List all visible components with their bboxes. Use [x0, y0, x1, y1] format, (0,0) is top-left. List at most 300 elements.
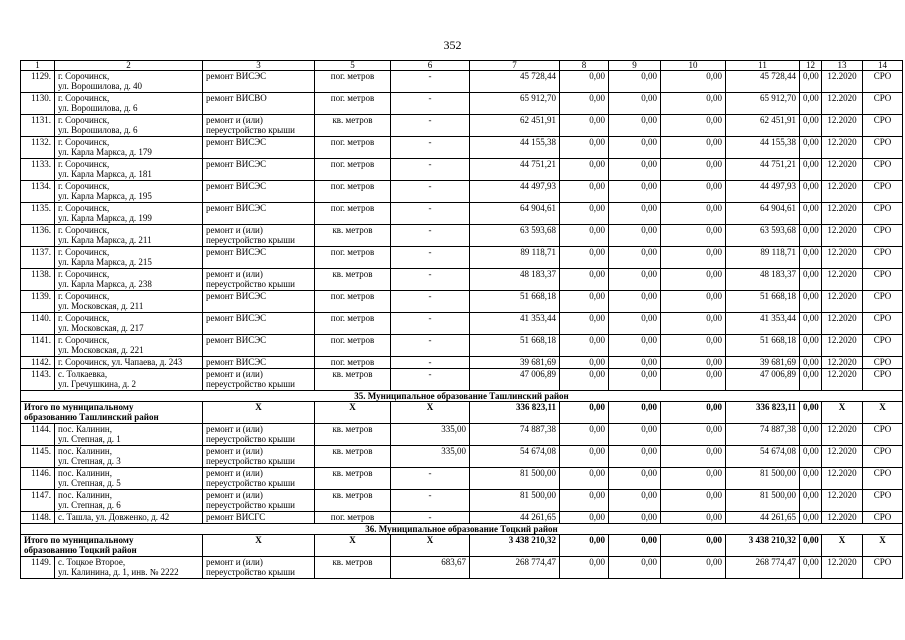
cell-value: 0,00 [609, 247, 661, 269]
row-number: 1145. [21, 446, 55, 468]
table-row [21, 490, 903, 512]
address: пос. Калинин, ул. Степная, д. 5 [55, 468, 203, 490]
cost: 268 774,47 [726, 557, 800, 579]
row-number: 1136. [21, 225, 55, 247]
quantity: 335,00 [391, 424, 470, 446]
cost: 64 904,61 [726, 203, 800, 225]
cost: 74 887,38 [726, 424, 800, 446]
quantity: - [391, 225, 470, 247]
cell-value: 0,00 [609, 557, 661, 579]
completion-date: 12.2020 [822, 115, 863, 137]
unit: пог. метров [315, 247, 391, 269]
address: г. Сорочинск, ул. Карла Маркса, д. 181 [55, 159, 203, 181]
work-type: ремонт ВИСЭС [203, 71, 315, 93]
cost: 39 681,69 [470, 357, 560, 369]
address: г. Сорочинск, ул. Московская, д. 221 [55, 335, 203, 357]
address: с. Ташла, ул. Довженко, д. 42 [55, 512, 203, 524]
cost: 81 500,00 [470, 468, 560, 490]
completion-date: 12.2020 [822, 247, 863, 269]
cell-value: 0,00 [661, 468, 726, 490]
cell-value: 0,00 [661, 159, 726, 181]
quantity: - [391, 115, 470, 137]
quantity: - [391, 203, 470, 225]
table-row [21, 468, 903, 490]
unit: пог. метров [315, 291, 391, 313]
cell-value: 0,00 [661, 424, 726, 446]
cell-value: 0,00 [609, 512, 661, 524]
cell-value: 0,00 [800, 446, 822, 468]
cell-value: 0,00 [609, 357, 661, 369]
column-number: 5 [315, 61, 391, 71]
quantity: 335,00 [391, 446, 470, 468]
total-label: Итого по муниципальному образованию Ташлинский район [21, 402, 203, 424]
work-type: ремонт ВИСЭС [203, 335, 315, 357]
row-number: 1137. [21, 247, 55, 269]
cost: 89 118,71 [470, 247, 560, 269]
column-number: 7 [470, 61, 560, 71]
cell-value: 0,00 [800, 225, 822, 247]
unit: пог. метров [315, 71, 391, 93]
address: с. Толкаевка, ул. Гречушкина, д. 2 [55, 369, 203, 391]
work-type: ремонт и (или) переустройство крыши [203, 424, 315, 446]
cell-value: 0,00 [661, 71, 726, 93]
cell-value: 0,00 [661, 446, 726, 468]
funding-source: СРО [863, 512, 903, 524]
cost: 65 912,70 [726, 93, 800, 115]
cell-value: 0,00 [800, 269, 822, 291]
cell-value: 0,00 [661, 535, 726, 557]
quantity: 683,67 [391, 557, 470, 579]
work-type: ремонт ВИСЭС [203, 181, 315, 203]
cell-value: 0,00 [800, 115, 822, 137]
cost: 81 500,00 [726, 490, 800, 512]
cell-value: 0,00 [609, 369, 661, 391]
cost: 65 912,70 [470, 93, 560, 115]
column-number: 10 [661, 61, 726, 71]
cell-value: 0,00 [800, 535, 822, 557]
table-row [21, 512, 903, 524]
completion-date: 12.2020 [822, 512, 863, 524]
funding-source: СРО [863, 203, 903, 225]
cell-value: 0,00 [560, 159, 609, 181]
x-marker: X [391, 402, 470, 424]
row-number: 1140. [21, 313, 55, 335]
row-number: 1148. [21, 512, 55, 524]
cost: 44 497,93 [470, 181, 560, 203]
unit: кв. метров [315, 369, 391, 391]
work-type: ремонт ВИСЭС [203, 313, 315, 335]
funding-source: СРО [863, 313, 903, 335]
funding-source: СРО [863, 291, 903, 313]
column-number: 2 [55, 61, 203, 71]
quantity: - [391, 181, 470, 203]
address: с. Тоцкое Второе, ул. Калинина, д. 1, инв. № 2222 [55, 557, 203, 579]
quantity: - [391, 137, 470, 159]
cell-value: 0,00 [661, 269, 726, 291]
cell-value: 0,00 [661, 335, 726, 357]
cost: 89 118,71 [726, 247, 800, 269]
cost: 44 155,38 [470, 137, 560, 159]
unit: кв. метров [315, 557, 391, 579]
row-number: 1143. [21, 369, 55, 391]
cell-value: 0,00 [560, 137, 609, 159]
row-number: 1138. [21, 269, 55, 291]
column-number: 9 [609, 61, 661, 71]
address: г. Сорочинск, ул. Карла Маркса, д. 179 [55, 137, 203, 159]
completion-date: 12.2020 [822, 225, 863, 247]
cell-value: 0,00 [800, 137, 822, 159]
cost: 54 674,08 [726, 446, 800, 468]
total-sum: 3 438 210,32 [470, 535, 560, 557]
address: г. Сорочинск, ул. Чапаева, д. 243 [55, 357, 203, 369]
cell-value: 0,00 [661, 247, 726, 269]
cell-value: 0,00 [609, 490, 661, 512]
funding-source: СРО [863, 424, 903, 446]
quantity: - [391, 159, 470, 181]
cell-value: 0,00 [800, 557, 822, 579]
cell-value: 0,00 [609, 203, 661, 225]
cell-value: 0,00 [609, 535, 661, 557]
table-row [21, 159, 903, 181]
page-number: 352 [443, 38, 462, 52]
work-type: ремонт и (или) переустройство крыши [203, 446, 315, 468]
cost: 41 353,44 [470, 313, 560, 335]
cell-value: 0,00 [800, 203, 822, 225]
column-number: 1 [21, 61, 55, 71]
cell-value: 0,00 [661, 181, 726, 203]
cell-value: 0,00 [661, 557, 726, 579]
unit: пог. метров [315, 159, 391, 181]
address: г. Сорочинск, ул. Московская, д. 217 [55, 313, 203, 335]
cost: 39 681,69 [726, 357, 800, 369]
quantity: - [391, 468, 470, 490]
cell-value: 0,00 [661, 291, 726, 313]
cost: 47 006,89 [470, 369, 560, 391]
cell-value: 0,00 [661, 225, 726, 247]
cell-value: 0,00 [800, 369, 822, 391]
table-row [21, 203, 903, 225]
cost: 64 904,61 [470, 203, 560, 225]
cell-value: 0,00 [800, 468, 822, 490]
address: пос. Калинин, ул. Степная, д. 3 [55, 446, 203, 468]
unit: кв. метров [315, 269, 391, 291]
address: г. Сорочинск, ул. Карла Маркса, д. 199 [55, 203, 203, 225]
work-type: ремонт ВИСЭС [203, 357, 315, 369]
work-type: ремонт ВИСЭС [203, 159, 315, 181]
cell-value: 0,00 [800, 490, 822, 512]
total-row [21, 402, 903, 424]
unit: кв. метров [315, 225, 391, 247]
row-number: 1129. [21, 71, 55, 93]
address: г. Сорочинск, ул. Карла Маркса, д. 195 [55, 181, 203, 203]
quantity: - [391, 512, 470, 524]
cost: 74 887,38 [470, 424, 560, 446]
cost: 51 668,18 [470, 291, 560, 313]
completion-date: 12.2020 [822, 313, 863, 335]
cell-value: 0,00 [560, 402, 609, 424]
work-type: ремонт ВИСЭС [203, 137, 315, 159]
cost: 45 728,44 [726, 71, 800, 93]
table-row [21, 369, 903, 391]
quantity: - [391, 369, 470, 391]
unit: кв. метров [315, 490, 391, 512]
work-type: ремонт и (или) переустройство крыши [203, 115, 315, 137]
cost: 45 728,44 [470, 71, 560, 93]
cost: 47 006,89 [726, 369, 800, 391]
cell-value: 0,00 [800, 357, 822, 369]
cell-value: 0,00 [800, 402, 822, 424]
address: пос. Калинин, ул. Степная, д. 1 [55, 424, 203, 446]
cell-value: 0,00 [661, 402, 726, 424]
total-sum: 3 438 210,32 [726, 535, 800, 557]
cell-value: 0,00 [661, 369, 726, 391]
cell-value: 0,00 [609, 291, 661, 313]
row-number: 1144. [21, 424, 55, 446]
table-row [21, 137, 903, 159]
address: г. Сорочинск, ул. Ворошилова, д. 6 [55, 115, 203, 137]
row-number: 1141. [21, 335, 55, 357]
table-row [21, 115, 903, 137]
cell-value: 0,00 [661, 313, 726, 335]
completion-date: 12.2020 [822, 159, 863, 181]
cell-value: 0,00 [661, 93, 726, 115]
column-number: 8 [560, 61, 609, 71]
quantity: - [391, 247, 470, 269]
table-row [21, 71, 903, 93]
section-title: 35. Муниципальное образование Ташлинский район [21, 391, 903, 402]
funding-source: СРО [863, 247, 903, 269]
cost: 44 751,21 [726, 159, 800, 181]
cell-value: 0,00 [661, 357, 726, 369]
row-number: 1142. [21, 357, 55, 369]
cell-value: 0,00 [609, 181, 661, 203]
table-body [21, 61, 903, 579]
cost: 268 774,47 [470, 557, 560, 579]
work-type: ремонт и (или) переустройство крыши [203, 557, 315, 579]
cell-value: 0,00 [560, 313, 609, 335]
unit: пог. метров [315, 137, 391, 159]
cell-value: 0,00 [560, 181, 609, 203]
column-number: 12 [800, 61, 822, 71]
row-number: 1133. [21, 159, 55, 181]
x-marker: X [315, 535, 391, 557]
cell-value: 0,00 [800, 291, 822, 313]
cost: 81 500,00 [726, 468, 800, 490]
address: пос. Калинин, ул. Степная, д. 6 [55, 490, 203, 512]
cell-value: 0,00 [609, 159, 661, 181]
cell-value: 0,00 [560, 225, 609, 247]
table-row [21, 335, 903, 357]
cell-value: 0,00 [560, 357, 609, 369]
cell-value: 0,00 [661, 512, 726, 524]
cell-value: 0,00 [661, 203, 726, 225]
x-marker: X [863, 535, 903, 557]
row-number: 1149. [21, 557, 55, 579]
completion-date: 12.2020 [822, 203, 863, 225]
completion-date: 12.2020 [822, 71, 863, 93]
table-row [21, 313, 903, 335]
cell-value: 0,00 [560, 557, 609, 579]
table-row [21, 446, 903, 468]
column-number: 13 [822, 61, 863, 71]
completion-date: 12.2020 [822, 446, 863, 468]
table-row [21, 557, 903, 579]
cost: 44 261,65 [726, 512, 800, 524]
row-number: 1146. [21, 468, 55, 490]
unit: кв. метров [315, 446, 391, 468]
x-marker: X [203, 402, 315, 424]
completion-date: 12.2020 [822, 93, 863, 115]
table-row [21, 225, 903, 247]
cell-value: 0,00 [560, 369, 609, 391]
work-type: ремонт и (или) переустройство крыши [203, 269, 315, 291]
cost: 51 668,18 [470, 335, 560, 357]
cell-value: 0,00 [560, 446, 609, 468]
address: г. Сорочинск, ул. Карла Маркса, д. 211 [55, 225, 203, 247]
unit: пог. метров [315, 313, 391, 335]
cell-value: 0,00 [560, 269, 609, 291]
completion-date: 12.2020 [822, 369, 863, 391]
cell-value: 0,00 [560, 203, 609, 225]
cost: 62 451,91 [470, 115, 560, 137]
cell-value: 0,00 [800, 424, 822, 446]
row-number: 1134. [21, 181, 55, 203]
x-marker: X [863, 402, 903, 424]
address: г. Сорочинск, ул. Ворошилова, д. 6 [55, 93, 203, 115]
cost: 48 183,37 [470, 269, 560, 291]
completion-date: 12.2020 [822, 468, 863, 490]
funding-source: СРО [863, 490, 903, 512]
quantity: - [391, 335, 470, 357]
quantity: - [391, 71, 470, 93]
cell-value: 0,00 [609, 93, 661, 115]
quantity: - [391, 357, 470, 369]
cell-value: 0,00 [560, 490, 609, 512]
cost: 54 674,08 [470, 446, 560, 468]
work-type: ремонт и (или) переустройство крыши [203, 225, 315, 247]
total-sum: 336 823,11 [726, 402, 800, 424]
row-number: 1135. [21, 203, 55, 225]
work-type: ремонт и (или) переустройство крыши [203, 468, 315, 490]
unit: пог. метров [315, 357, 391, 369]
completion-date: 12.2020 [822, 291, 863, 313]
quantity: - [391, 269, 470, 291]
x-marker: X [203, 535, 315, 557]
cell-value: 0,00 [661, 115, 726, 137]
address: г. Сорочинск, ул. Ворошилова, д. 40 [55, 71, 203, 93]
table-row [21, 181, 903, 203]
cell-value: 0,00 [560, 535, 609, 557]
cost: 51 668,18 [726, 291, 800, 313]
cost: 48 183,37 [726, 269, 800, 291]
quantity: - [391, 490, 470, 512]
quantity: - [391, 93, 470, 115]
unit: кв. метров [315, 115, 391, 137]
section-heading-row [21, 391, 903, 402]
cell-value: 0,00 [560, 468, 609, 490]
section-heading-row [21, 524, 903, 535]
total-label: Итого по муниципальному образованию Тоцкий район [21, 535, 203, 557]
quantity: - [391, 313, 470, 335]
cell-value: 0,00 [560, 512, 609, 524]
cell-value: 0,00 [800, 247, 822, 269]
cell-value: 0,00 [560, 335, 609, 357]
work-type: ремонт ВИСЭС [203, 247, 315, 269]
table-row [21, 291, 903, 313]
cell-value: 0,00 [609, 446, 661, 468]
row-number: 1139. [21, 291, 55, 313]
address: г. Сорочинск, ул. Московская, д. 211 [55, 291, 203, 313]
funding-source: СРО [863, 71, 903, 93]
column-number: 11 [726, 61, 800, 71]
cost: 44 155,38 [726, 137, 800, 159]
cost: 44 497,93 [726, 181, 800, 203]
table-row [21, 424, 903, 446]
funding-source: СРО [863, 468, 903, 490]
funding-source: СРО [863, 269, 903, 291]
cost: 63 593,68 [726, 225, 800, 247]
funding-source: СРО [863, 225, 903, 247]
cell-value: 0,00 [609, 424, 661, 446]
table-row [21, 247, 903, 269]
cost: 44 261,65 [470, 512, 560, 524]
cost: 62 451,91 [726, 115, 800, 137]
cell-value: 0,00 [560, 247, 609, 269]
cost: 63 593,68 [470, 225, 560, 247]
work-type: ремонт и (или) переустройство крыши [203, 490, 315, 512]
unit: пог. метров [315, 335, 391, 357]
funding-source: СРО [863, 137, 903, 159]
work-type: ремонт ВИСЭС [203, 291, 315, 313]
cell-value: 0,00 [560, 424, 609, 446]
cell-value: 0,00 [609, 137, 661, 159]
column-number: 6 [391, 61, 470, 71]
cell-value: 0,00 [609, 115, 661, 137]
work-type: ремонт ВИСЭС [203, 203, 315, 225]
unit: кв. метров [315, 424, 391, 446]
x-marker: X [822, 535, 863, 557]
row-number: 1131. [21, 115, 55, 137]
total-sum: 336 823,11 [470, 402, 560, 424]
cell-value: 0,00 [560, 115, 609, 137]
cell-value: 0,00 [560, 71, 609, 93]
cell-value: 0,00 [661, 137, 726, 159]
unit: пог. метров [315, 93, 391, 115]
cell-value: 0,00 [609, 71, 661, 93]
section-title: 36. Муниципальное образование Тоцкий район [21, 524, 903, 535]
funding-source: СРО [863, 446, 903, 468]
cell-value: 0,00 [609, 402, 661, 424]
cell-value: 0,00 [609, 225, 661, 247]
cell-value: 0,00 [609, 335, 661, 357]
cell-value: 0,00 [800, 181, 822, 203]
unit: пог. метров [315, 181, 391, 203]
work-type: ремонт ВИСГС [203, 512, 315, 524]
column-number-header [21, 61, 903, 71]
x-marker: X [315, 402, 391, 424]
cell-value: 0,00 [609, 313, 661, 335]
column-number: 14 [863, 61, 903, 71]
row-number: 1147. [21, 490, 55, 512]
cell-value: 0,00 [800, 512, 822, 524]
unit: пог. метров [315, 203, 391, 225]
cell-value: 0,00 [661, 490, 726, 512]
funding-source: СРО [863, 335, 903, 357]
work-type: ремонт ВИСВО [203, 93, 315, 115]
address: г. Сорочинск, ул. Карла Маркса, д. 215 [55, 247, 203, 269]
completion-date: 12.2020 [822, 490, 863, 512]
cell-value: 0,00 [800, 71, 822, 93]
